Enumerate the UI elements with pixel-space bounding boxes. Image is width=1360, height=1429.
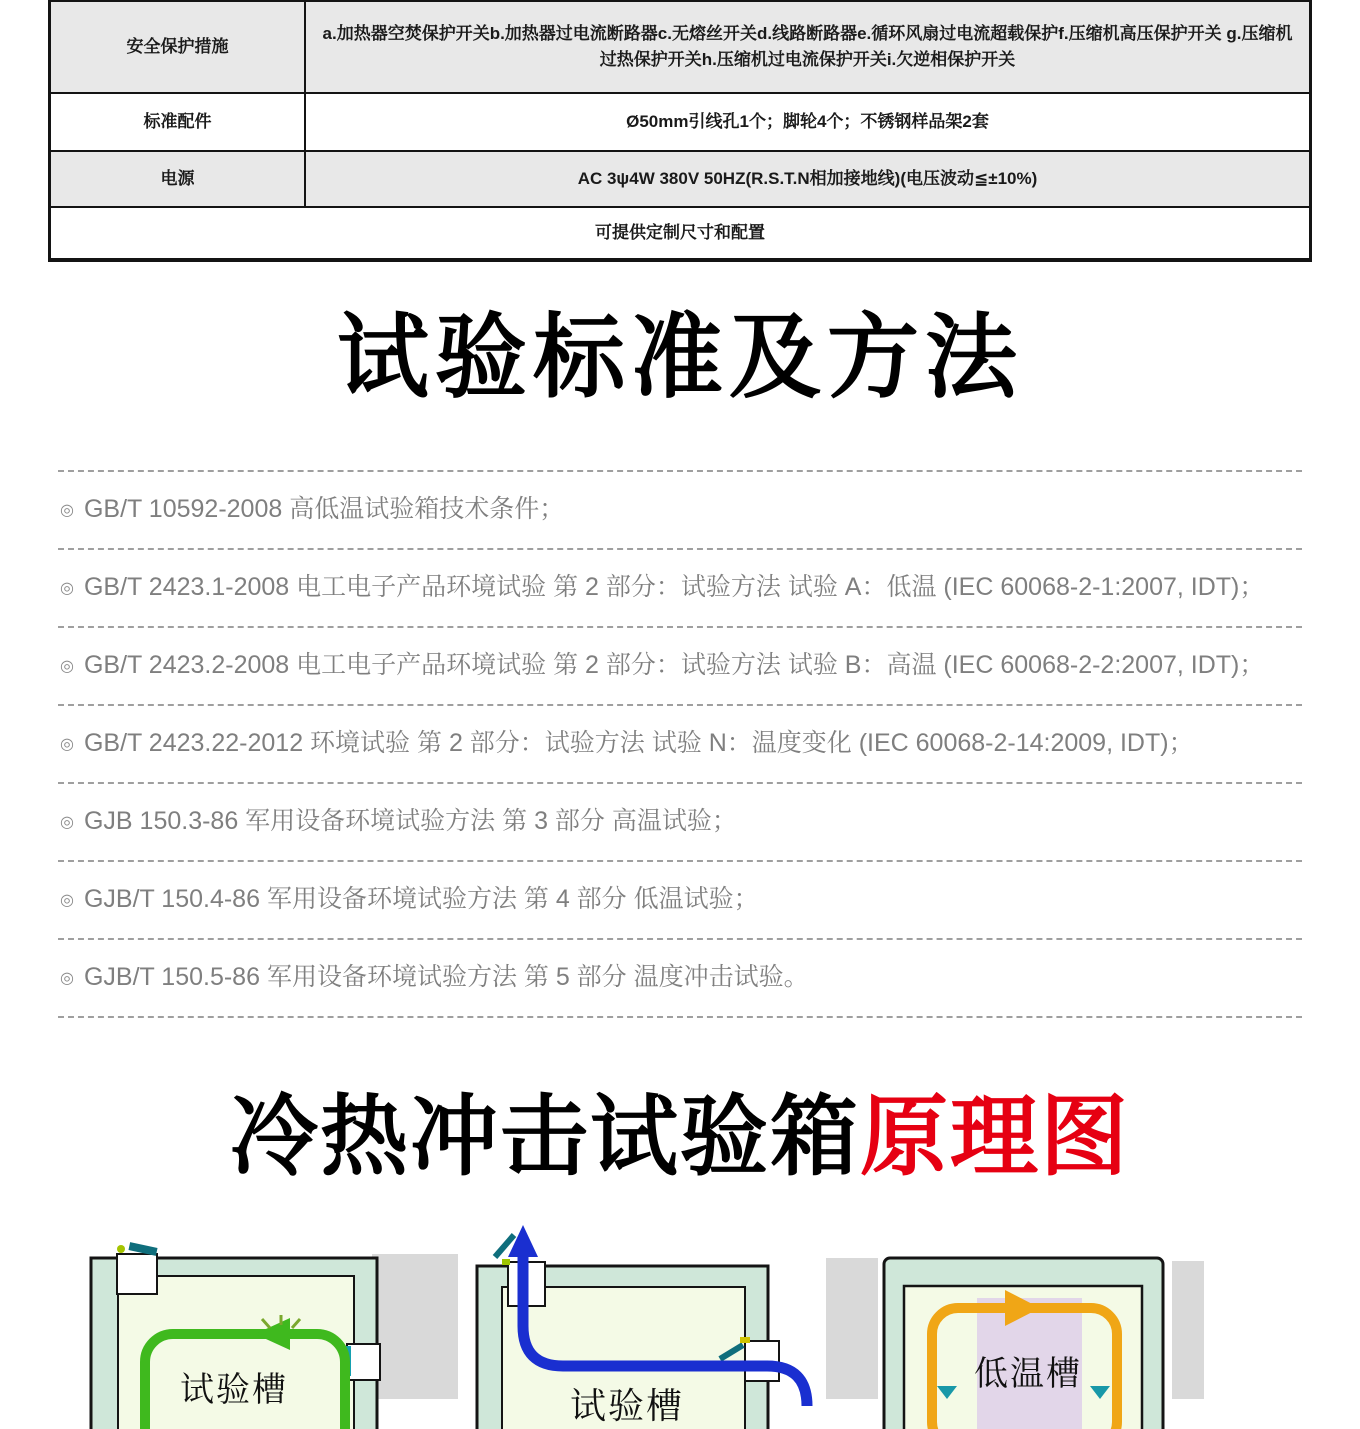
section-title-principle: [0, 1082, 1360, 1192]
bullseye-bullet-icon: ◎: [60, 891, 74, 909]
spec-label-power: 电源: [50, 151, 306, 207]
spec-table: [48, 0, 1312, 262]
diagram-separator: [826, 1258, 878, 1399]
spec-label-safety: 安全保护措施: [50, 1, 306, 93]
spec-value-power: AC 3ψ4W 380V 50HZ(R.S.T.N相加接地线)(电压波动≦±10%): [305, 151, 1311, 207]
standard-item: [58, 704, 1302, 782]
standards-list: [58, 470, 1302, 1018]
spec-label-accessories: 标准配件: [50, 93, 306, 151]
spec-footer-note: 可提供定制尺寸和配置: [50, 207, 1311, 260]
bullseye-bullet-icon: ◎: [60, 735, 74, 753]
title-red-part: 原理图: [860, 1086, 1131, 1186]
standard-text: GB/T 2423.22-2012 环境试验 第 2 部分：试验方法 试验 N：温度变化 (IEC 60068-2-14:2009, IDT)；: [83, 728, 1194, 757]
diagram-test-chamber-blue: [462, 1221, 815, 1426]
standard-item: [58, 626, 1302, 704]
standard-text: GB/T 2423.2-2008 电工电子产品环境试验 第 2 部分：试验方法 试验 B：高温 (IEC 60068-2-2:2007, IDT)；: [83, 650, 1265, 679]
table-row: [50, 207, 1311, 260]
standard-text: GB/T 2423.1-2008 电工电子产品环境试验 第 2 部分：试验方法 试验 A：低温 (IEC 60068-2-1:2007, IDT)；: [83, 572, 1265, 601]
bullseye-bullet-icon: ◎: [60, 969, 74, 987]
diagram-separator: [1172, 1261, 1204, 1399]
table-row: [50, 93, 1311, 151]
standard-item: [58, 470, 1302, 548]
diagram-separator: [372, 1254, 458, 1399]
table-row: [50, 1, 1311, 93]
title-black-part: 冷热冲击试验箱: [229, 1086, 860, 1186]
standard-item: [58, 782, 1302, 860]
diagram-label: 试验槽: [180, 1370, 288, 1409]
diagram-low-temp-chamber: [882, 1236, 1165, 1399]
spec-value-safety: a.加热器空焚保护开关b.加热器过电流断路器c.无熔丝开关d.线路断路器e.循环风扇过电流超载保护f.压缩机高压保护开关 g.压缩机过热保护开关h.压缩机过电流保护开关i.欠逆相保护开关: [305, 1, 1311, 93]
diagram-test-chamber-green: [85, 1236, 380, 1409]
principle-diagrams: [0, 1221, 1360, 1426]
diagram-label: 试验槽: [570, 1384, 685, 1426]
section-title-standards: 试验标准及方法: [336, 307, 1023, 409]
standard-item: [58, 938, 1302, 1016]
standard-text: GJB/T 150.5-86 军用设备环境试验方法 第 5 部分 温度冲击试验。: [83, 962, 809, 991]
table-row: [50, 151, 1311, 207]
standard-text: GJB 150.3-86 军用设备环境试验方法 第 3 部分 高温试验；: [83, 806, 737, 835]
standard-text: GJB/T 150.4-86 军用设备环境试验方法 第 4 部分 低温试验；: [83, 884, 759, 913]
bullseye-bullet-icon: ◎: [60, 813, 74, 831]
bullseye-bullet-icon: ◎: [60, 579, 74, 597]
bullseye-bullet-icon: ◎: [60, 657, 74, 675]
spec-value-accessories: Ø50mm引线孔1个；脚轮4个；不锈钢样品架2套: [305, 93, 1311, 151]
diagram-label: 低温槽: [974, 1354, 1082, 1393]
standard-text: GB/T 10592-2008 高低温试验箱技术条件；: [83, 494, 565, 523]
standard-item: [58, 860, 1302, 938]
blue-airflow-schematic: [462, 1221, 815, 1399]
standard-item: [58, 548, 1302, 626]
bullseye-bullet-icon: ◎: [60, 501, 74, 519]
